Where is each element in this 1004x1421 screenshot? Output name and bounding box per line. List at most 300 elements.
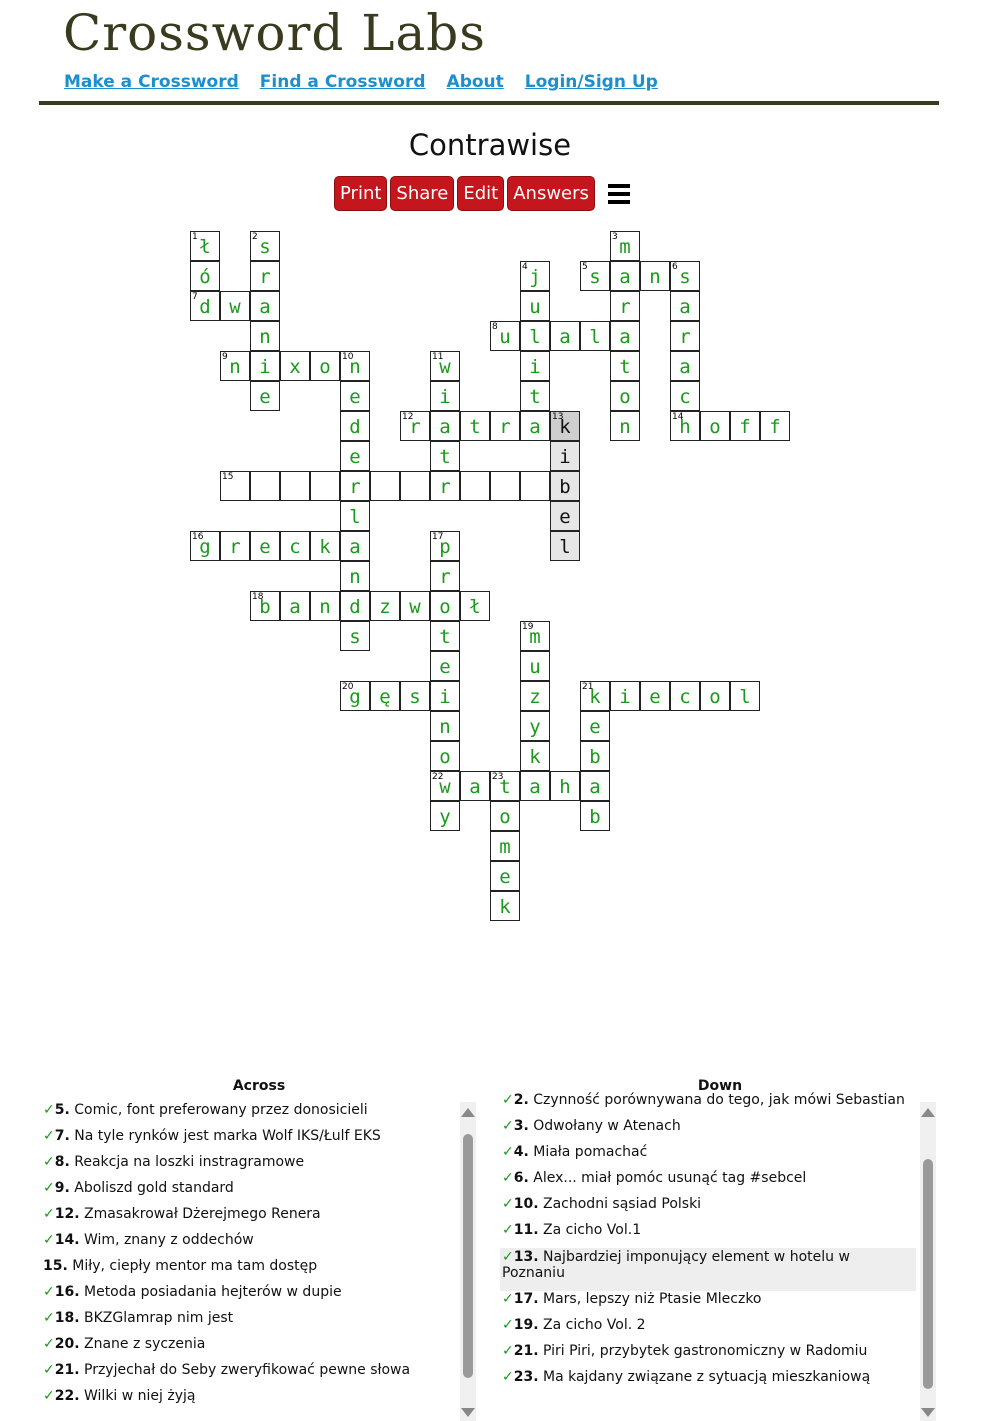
grid-cell[interactable] [580, 771, 610, 801]
cell-letter: p [439, 536, 451, 558]
grid-cell[interactable] [400, 471, 430, 501]
clue-text: Odwołany w Atenach [533, 1118, 681, 1134]
grid-cell[interactable] [430, 441, 460, 471]
cell-letter: l [589, 326, 601, 348]
cell-letter: t [439, 626, 451, 648]
grid-cell[interactable] [340, 471, 370, 501]
grid-cell[interactable] [760, 411, 790, 441]
print-button[interactable]: Print [334, 176, 387, 211]
clue-number: 9. [54, 1180, 70, 1196]
clue-text: Najbardziej imponujący element w hotelu w Poznaniu [502, 1249, 850, 1281]
grid-cell[interactable] [430, 531, 460, 561]
clue-item[interactable] [500, 1369, 916, 1395]
grid-cell[interactable] [280, 531, 310, 561]
clue-text: Aboliszd gold standard [74, 1180, 234, 1196]
cell-letter: n [349, 356, 361, 378]
grid-cell[interactable] [670, 291, 700, 321]
grid-cell[interactable] [490, 861, 520, 891]
grid-cell[interactable] [520, 651, 550, 681]
grid-cell[interactable] [430, 351, 460, 381]
clue-item[interactable] [500, 1118, 916, 1144]
clue-item[interactable] [41, 1362, 455, 1388]
grid-cell[interactable] [730, 681, 760, 711]
cell-letter: x [289, 356, 301, 378]
grid-cell[interactable] [610, 381, 640, 411]
cell-letter: a [619, 326, 631, 348]
clue-number: 11. [513, 1222, 539, 1238]
across-heading: Across [232, 1078, 286, 1094]
check-icon: ✓ [502, 1222, 514, 1238]
grid-cell[interactable] [520, 381, 550, 411]
grid-cell[interactable] [670, 381, 700, 411]
hamburger-menu-icon[interactable] [608, 184, 630, 204]
clue-text: Piri Piri, przybytek gastronomiczny w Radomiu [543, 1343, 868, 1359]
cell-letter: b [589, 746, 601, 768]
puzzle-toolbar [334, 176, 630, 211]
grid-cell[interactable] [700, 681, 730, 711]
cell-letter: k [589, 686, 601, 708]
cell-letter: o [709, 416, 721, 438]
grid-cell[interactable] [670, 321, 700, 351]
cell-letter: c [679, 386, 691, 408]
clue-number: 19. [513, 1317, 539, 1333]
grid-cell[interactable] [670, 681, 700, 711]
grid-cell[interactable] [580, 261, 610, 291]
cell-letter: s [409, 686, 421, 708]
cell-letter: l [529, 326, 541, 348]
cell-letter: t [619, 356, 631, 378]
grid-cell[interactable] [580, 681, 610, 711]
clue-number: 23 [492, 772, 504, 782]
answers-button[interactable]: Answers [507, 176, 595, 211]
nav-about[interactable]: About [446, 72, 504, 92]
check-icon: ✓ [43, 1128, 55, 1144]
cell-letter: i [619, 686, 631, 708]
grid-cell[interactable] [370, 471, 400, 501]
cell-letter: a [559, 326, 571, 348]
cell-letter: l [349, 506, 361, 528]
clue-text: Zmasakrował Dżerejmego Renera [84, 1206, 321, 1222]
clue-number: 14 [672, 412, 684, 422]
grid-cell[interactable] [430, 411, 460, 441]
check-icon: ✓ [502, 1249, 514, 1265]
cell-letter: a [529, 776, 541, 798]
cell-letter: b [589, 806, 601, 828]
cell-letter: w [439, 776, 451, 798]
cell-letter: r [349, 476, 361, 498]
clue-item[interactable] [500, 1222, 916, 1248]
check-icon: ✓ [502, 1170, 514, 1186]
check-icon: ✓ [43, 1180, 55, 1196]
scroll-thumb[interactable] [463, 1134, 473, 1378]
grid-cell[interactable] [550, 531, 580, 561]
check-icon: ✓ [502, 1196, 514, 1212]
cell-letter: n [349, 566, 361, 588]
grid-cell[interactable] [610, 261, 640, 291]
grid-cell[interactable] [430, 711, 460, 741]
grid-cell[interactable] [370, 591, 400, 621]
clue-number: 20. [54, 1336, 80, 1352]
check-icon: ✓ [502, 1291, 514, 1307]
header-divider [39, 101, 939, 105]
grid-cell[interactable] [310, 591, 340, 621]
clue-number: 15 [222, 472, 234, 482]
grid-cell[interactable] [490, 411, 520, 441]
grid-cell[interactable] [520, 741, 550, 771]
grid-cell[interactable] [490, 321, 520, 351]
clue-item[interactable] [500, 1343, 916, 1369]
grid-cell[interactable] [460, 411, 490, 441]
grid-cell[interactable] [520, 261, 550, 291]
nav-login-signup[interactable]: Login/Sign Up [524, 72, 658, 92]
grid-cell[interactable] [340, 441, 370, 471]
cell-letter: ó [199, 266, 211, 288]
clue-item[interactable] [41, 1102, 455, 1128]
cell-letter: e [649, 686, 661, 708]
cell-letter: n [619, 416, 631, 438]
clue-number: 4 [522, 262, 528, 272]
grid-cell[interactable] [700, 411, 730, 441]
grid-cell[interactable] [580, 321, 610, 351]
grid-cell[interactable] [250, 471, 280, 501]
grid-cell[interactable] [340, 501, 370, 531]
grid-cell[interactable] [640, 681, 670, 711]
clue-number: 17 [432, 532, 444, 542]
cell-letter: e [589, 716, 601, 738]
grid-cell[interactable] [340, 381, 370, 411]
grid-cell[interactable] [610, 681, 640, 711]
cell-letter: e [499, 866, 511, 888]
grid-cell[interactable] [520, 771, 550, 801]
grid-cell[interactable] [460, 591, 490, 621]
down-heading: Down [697, 1078, 743, 1094]
cell-letter: m [499, 836, 511, 858]
cell-letter: e [559, 506, 571, 528]
cell-letter: y [529, 716, 541, 738]
clue-item[interactable] [41, 1154, 455, 1180]
clue-number: 1 [192, 232, 198, 242]
cell-letter: s [589, 266, 601, 288]
clue-text: Czynność porównywana do tego, jak mówi Sebastian [533, 1092, 905, 1108]
cell-letter: e [259, 536, 271, 558]
cell-letter: n [229, 356, 241, 378]
grid-cell[interactable] [220, 471, 250, 501]
grid-cell[interactable] [520, 681, 550, 711]
grid-cell[interactable] [490, 471, 520, 501]
cell-letter: z [379, 596, 391, 618]
check-icon: ✓ [502, 1317, 514, 1333]
cell-letter: k [529, 746, 541, 768]
grid-cell[interactable] [430, 681, 460, 711]
grid-cell[interactable] [400, 681, 430, 711]
grid-cell[interactable] [430, 771, 460, 801]
clue-item[interactable] [500, 1196, 916, 1222]
grid-cell[interactable] [310, 351, 340, 381]
cell-letter: s [679, 266, 691, 288]
crossword-grid [190, 231, 820, 951]
clue-item[interactable] [41, 1206, 455, 1232]
clue-text: Comic, font preferowany przez donosicieli [74, 1102, 368, 1118]
grid-cell[interactable] [430, 381, 460, 411]
grid-cell[interactable] [340, 411, 370, 441]
down-clue-list-viewport[interactable] [500, 1092, 916, 1418]
cell-letter: n [319, 596, 331, 618]
grid-cell[interactable] [520, 471, 550, 501]
grid-cell[interactable] [400, 591, 430, 621]
clue-item[interactable] [41, 1232, 455, 1258]
clue-text: Znane z syczenia [84, 1336, 206, 1352]
grid-cell[interactable] [340, 531, 370, 561]
clue-item[interactable] [41, 1336, 455, 1362]
grid-cell[interactable] [220, 531, 250, 561]
grid-cell[interactable] [490, 891, 520, 921]
grid-cell[interactable] [670, 411, 700, 441]
cell-letter: r [229, 536, 241, 558]
cell-letter: b [259, 596, 271, 618]
nav-make-crossword[interactable]: Make a Crossword [64, 72, 239, 92]
cell-letter: a [469, 776, 481, 798]
cell-letter: m [619, 236, 631, 258]
grid-cell[interactable] [520, 711, 550, 741]
cell-letter: t [469, 416, 481, 438]
cell-letter: n [649, 266, 661, 288]
cell-letter: a [679, 296, 691, 318]
grid-cell[interactable] [580, 711, 610, 741]
grid-cell[interactable] [460, 771, 490, 801]
grid-cell[interactable] [400, 411, 430, 441]
cell-letter: m [529, 626, 541, 648]
clue-text: BKZGlamrap nim jest [84, 1310, 234, 1326]
clue-item[interactable] [500, 1317, 916, 1343]
grid-cell[interactable] [190, 231, 220, 261]
clue-text: Za cicho Vol.1 [543, 1222, 642, 1238]
clue-text: Reakcja na loszki instragramowe [74, 1154, 305, 1170]
clue-item[interactable] [500, 1291, 916, 1317]
clue-number: 8 [492, 322, 498, 332]
grid-cell[interactable] [190, 531, 220, 561]
cell-letter: k [559, 416, 571, 438]
check-icon: ✓ [502, 1092, 514, 1108]
clue-number: 23. [513, 1369, 539, 1385]
clue-number: 18 [252, 592, 264, 602]
check-icon: ✓ [502, 1343, 514, 1359]
grid-cell[interactable] [340, 561, 370, 591]
grid-cell[interactable] [190, 261, 220, 291]
check-icon: ✓ [43, 1362, 55, 1378]
grid-cell[interactable] [430, 801, 460, 831]
grid-cell[interactable] [670, 351, 700, 381]
clue-text: Zachodni sąsiad Polski [543, 1196, 702, 1212]
puzzle-title: Contrawise [408, 128, 572, 162]
cell-letter: g [349, 686, 361, 708]
cell-letter: d [349, 596, 361, 618]
clue-text: Wim, znany z oddechów [84, 1232, 254, 1248]
grid-cell[interactable] [670, 261, 700, 291]
grid-cell[interactable] [610, 351, 640, 381]
grid-cell[interactable] [310, 531, 340, 561]
clue-number: 7. [54, 1128, 70, 1144]
nav-find-crossword[interactable]: Find a Crossword [259, 72, 426, 92]
grid-cell[interactable] [340, 351, 370, 381]
cell-letter: c [679, 686, 691, 708]
grid-cell[interactable] [250, 531, 280, 561]
cell-letter: n [259, 326, 271, 348]
grid-cell[interactable] [250, 381, 280, 411]
grid-cell[interactable] [250, 591, 280, 621]
scroll-down-arrow-icon[interactable] [461, 1408, 475, 1417]
grid-cell[interactable] [550, 471, 580, 501]
clue-item[interactable] [500, 1092, 916, 1118]
edit-button[interactable]: Edit [457, 176, 504, 211]
scroll-down-arrow-icon[interactable] [921, 1408, 935, 1417]
clue-number: 12 [402, 412, 414, 422]
clue-item[interactable] [41, 1388, 455, 1414]
cell-letter: s [349, 626, 361, 648]
clue-text: Alex... miał pomóc usunąć tag #sebcel [533, 1170, 807, 1186]
grid-cell[interactable] [430, 621, 460, 651]
check-icon: ✓ [43, 1232, 55, 1248]
grid-cell[interactable] [250, 231, 280, 261]
grid-cell[interactable] [430, 651, 460, 681]
cell-letter: i [439, 686, 451, 708]
clue-number: 16 [192, 532, 204, 542]
check-icon: ✓ [43, 1336, 55, 1352]
check-icon: ✓ [43, 1154, 55, 1170]
clue-number: 14. [54, 1232, 80, 1248]
grid-cell[interactable] [250, 321, 280, 351]
across-clue-list[interactable] [41, 1102, 455, 1418]
grid-cell[interactable] [550, 441, 580, 471]
grid-cell[interactable] [610, 321, 640, 351]
grid-cell[interactable] [520, 291, 550, 321]
grid-cell[interactable] [370, 681, 400, 711]
cell-letter: f [769, 416, 781, 438]
grid-cell[interactable] [340, 681, 370, 711]
grid-cell[interactable] [550, 411, 580, 441]
clue-number: 12. [54, 1206, 80, 1222]
grid-cell[interactable] [490, 771, 520, 801]
grid-cell[interactable] [220, 291, 250, 321]
clue-text: Za cicho Vol. 2 [543, 1317, 646, 1333]
grid-cell[interactable] [610, 231, 640, 261]
cell-letter: i [259, 356, 271, 378]
cell-letter: i [559, 446, 571, 468]
grid-cell[interactable] [340, 621, 370, 651]
cell-letter: e [349, 386, 361, 408]
grid-cell[interactable] [430, 591, 460, 621]
cell-letter: r [259, 266, 271, 288]
grid-cell[interactable] [280, 471, 310, 501]
grid-cell[interactable] [250, 261, 280, 291]
clue-item[interactable] [500, 1144, 916, 1170]
clue-item[interactable] [41, 1180, 455, 1206]
grid-cell[interactable] [430, 471, 460, 501]
grid-cell[interactable] [250, 291, 280, 321]
cell-letter: o [709, 686, 721, 708]
cell-letter: e [349, 446, 361, 468]
grid-cell[interactable] [580, 741, 610, 771]
grid-cell[interactable] [190, 291, 220, 321]
grid-cell[interactable] [640, 261, 670, 291]
clue-number: 3 [612, 232, 618, 242]
check-icon: ✓ [43, 1206, 55, 1222]
clue-number: 6 [672, 262, 678, 272]
cell-letter: g [199, 536, 211, 558]
grid-cell[interactable] [520, 621, 550, 651]
clue-text: Mars, lepszy niż Ptasie Mleczko [543, 1291, 762, 1307]
cell-letter: ł [469, 596, 481, 618]
grid-cell[interactable] [490, 831, 520, 861]
grid-cell[interactable] [250, 351, 280, 381]
clue-item[interactable] [500, 1248, 916, 1291]
grid-cell[interactable] [610, 291, 640, 321]
check-icon: ✓ [43, 1388, 55, 1404]
clue-number: 10 [342, 352, 354, 362]
grid-cell[interactable] [340, 591, 370, 621]
site-logo[interactable]: Crossword Labs [63, 4, 486, 62]
clue-text: Na tyle rynków jest marka Wolf IKS/Łulf EKS [74, 1128, 381, 1144]
clue-number: 11 [432, 352, 444, 362]
clue-number: 13 [552, 412, 564, 422]
down-scrollbar[interactable] [920, 1102, 936, 1421]
grid-cell[interactable] [580, 801, 610, 831]
grid-cell[interactable] [730, 411, 760, 441]
cell-letter: r [619, 296, 631, 318]
clue-item[interactable] [41, 1258, 455, 1284]
cell-letter: s [259, 236, 271, 258]
cell-letter: t [499, 776, 511, 798]
clue-number: 8. [54, 1154, 70, 1170]
grid-cell[interactable] [280, 351, 310, 381]
scroll-up-arrow-icon[interactable] [461, 1108, 475, 1117]
grid-cell[interactable] [520, 411, 550, 441]
clue-text: Metoda posiadania hejterów w dupie [84, 1284, 342, 1300]
grid-cell[interactable] [520, 351, 550, 381]
cell-letter: f [739, 416, 751, 438]
grid-cell[interactable] [550, 321, 580, 351]
clue-item[interactable] [41, 1310, 455, 1336]
grid-cell[interactable] [550, 771, 580, 801]
grid-cell[interactable] [220, 351, 250, 381]
share-button[interactable]: Share [390, 176, 454, 211]
clue-number: 7 [192, 292, 198, 302]
cell-letter: i [439, 386, 451, 408]
clue-number: 22. [54, 1388, 80, 1404]
cell-letter: a [439, 416, 451, 438]
scroll-thumb[interactable] [923, 1159, 933, 1389]
check-icon: ✓ [502, 1118, 514, 1134]
clue-number: 9 [222, 352, 228, 362]
grid-cell[interactable] [490, 801, 520, 831]
down-clues-panel [500, 1078, 940, 1421]
grid-cell[interactable] [430, 741, 460, 771]
clue-item[interactable] [41, 1128, 455, 1154]
clue-text: Ma kajdany związane z sytuacją mieszkaniową [543, 1369, 871, 1385]
scroll-up-arrow-icon[interactable] [921, 1108, 935, 1117]
grid-cell[interactable] [430, 561, 460, 591]
across-scrollbar[interactable] [460, 1102, 476, 1421]
grid-cell[interactable] [520, 321, 550, 351]
clue-item[interactable] [500, 1170, 916, 1196]
grid-cell[interactable] [460, 471, 490, 501]
cell-letter: k [319, 536, 331, 558]
grid-cell[interactable] [280, 591, 310, 621]
grid-cell[interactable] [550, 501, 580, 531]
grid-cell[interactable] [610, 411, 640, 441]
clue-item[interactable] [41, 1284, 455, 1310]
grid-cell[interactable] [310, 471, 340, 501]
cell-letter: d [199, 296, 211, 318]
